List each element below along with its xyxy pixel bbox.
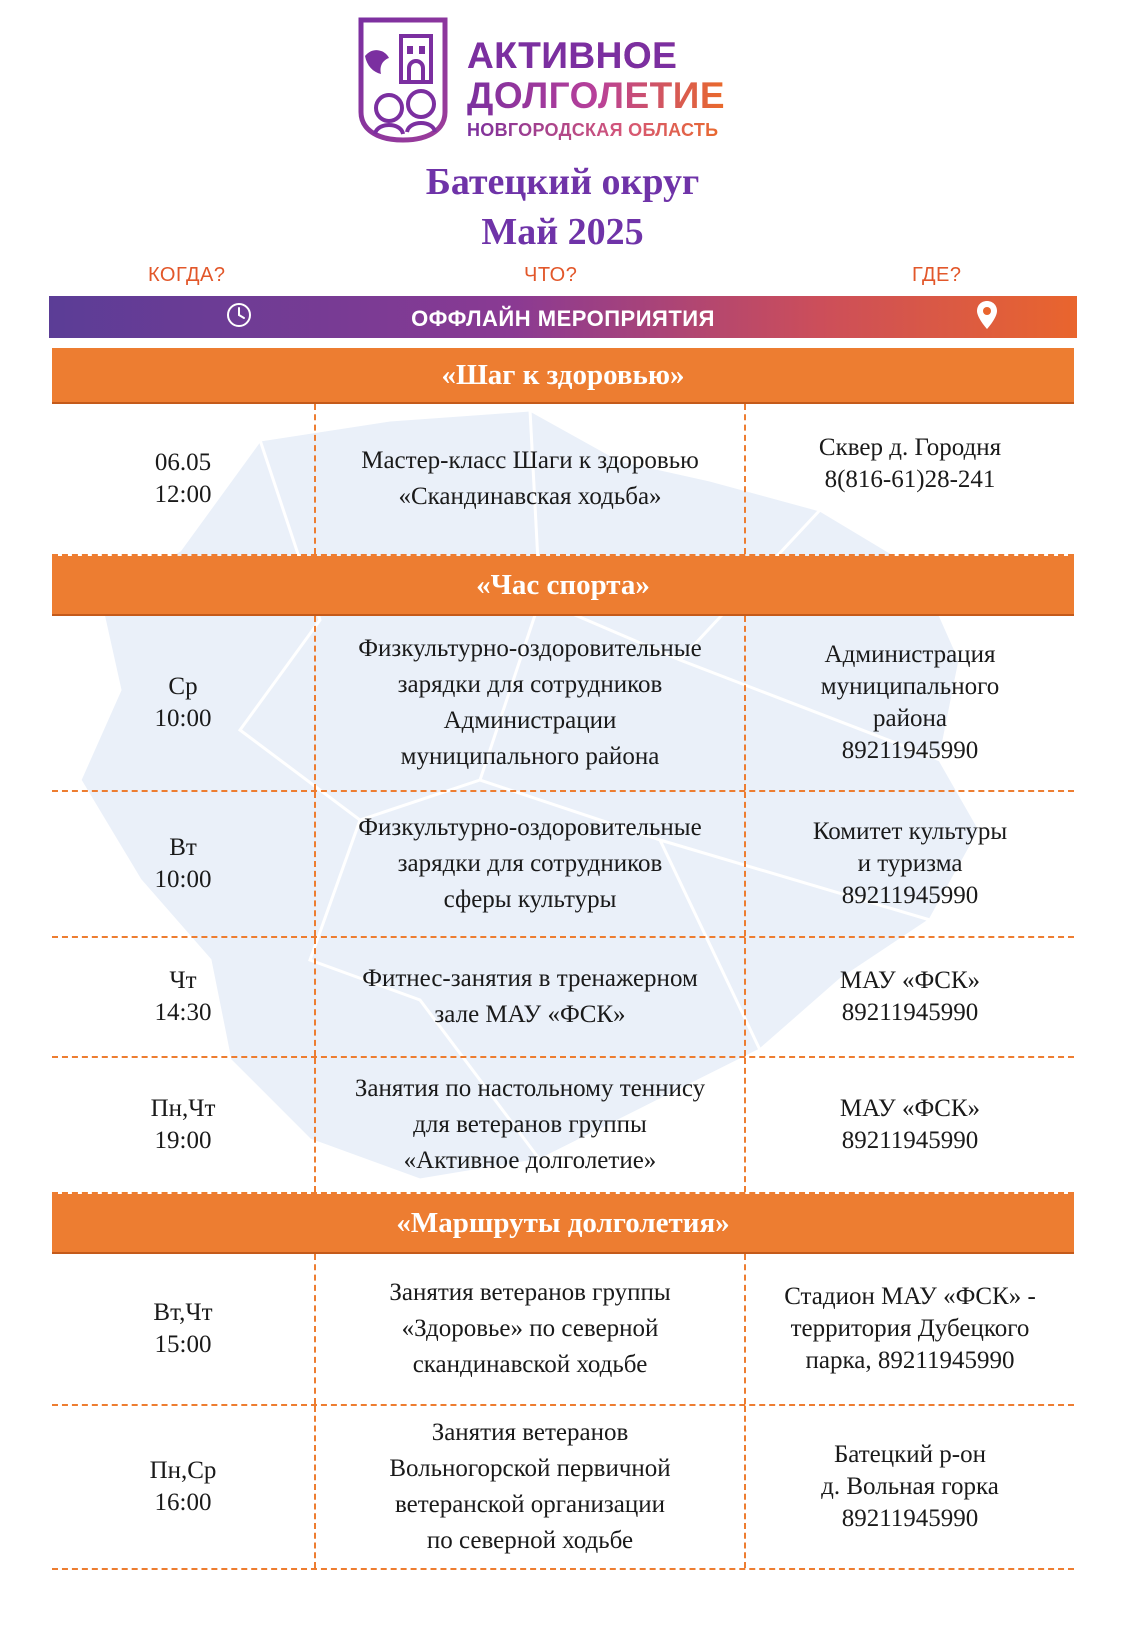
event-what: Фитнес-занятия в тренажерном зале МАУ «ФСК» bbox=[314, 938, 746, 1056]
logo bbox=[355, 16, 775, 148]
table-row bbox=[52, 1058, 1074, 1194]
event-when: 06.05 12:00 bbox=[154, 449, 212, 508]
column-label-what: ЧТО? bbox=[524, 264, 578, 286]
event-when: Вт,Чт 15:00 bbox=[153, 1299, 213, 1358]
event-where: МАУ «ФСК» 89211945990 bbox=[839, 967, 981, 1026]
event-where: Батецкий р-он д. Вольная горка 89211945990 bbox=[821, 1441, 999, 1532]
logo-line-active: АКТИВНОЕ bbox=[467, 36, 725, 76]
band-title: ОФФЛАЙН МЕРОПРИЯТИЯ bbox=[411, 306, 715, 331]
table-row bbox=[52, 1254, 1074, 1406]
table-row bbox=[52, 938, 1074, 1058]
event-what: Занятия ветеранов группы «Здоровье» по северной скандинавской ходьбе bbox=[314, 1254, 746, 1404]
table-row bbox=[52, 1406, 1074, 1570]
map-pin-icon bbox=[975, 300, 999, 330]
event-where: Администрация муниципального района 89211945990 bbox=[820, 641, 1000, 764]
active-longevity-emblem-icon bbox=[355, 16, 451, 144]
section-header: «Час спорта» bbox=[52, 556, 1074, 616]
events-table bbox=[52, 348, 1074, 1570]
offline-events-band bbox=[49, 296, 1077, 338]
column-label-where: ГДЕ? bbox=[912, 264, 962, 286]
table-row bbox=[52, 792, 1074, 938]
event-when: Пн,Ср 16:00 bbox=[149, 1457, 217, 1516]
section-header: «Маршруты долголетия» bbox=[52, 1194, 1074, 1254]
table-row bbox=[52, 404, 1074, 556]
event-where: Сквер д. Городня 8(816-61)28-241 bbox=[818, 434, 1002, 493]
event-what: Физкультурно-оздоровительные зарядки для сотрудников Администрации муниципального района bbox=[314, 616, 746, 790]
event-what: Занятия по настольному теннису для ветеранов группы «Активное долголетие» bbox=[314, 1058, 746, 1192]
logo-text bbox=[467, 36, 725, 141]
column-label-when: КОГДА? bbox=[148, 264, 226, 286]
event-when: Пн,Чт 19:00 bbox=[150, 1095, 216, 1154]
page-subtitle-month: Май 2025 bbox=[481, 211, 644, 253]
logo-line-longevity: ДОЛГОЛЕТИЕ bbox=[467, 75, 726, 116]
event-when: Ср 10:00 bbox=[154, 673, 212, 732]
table-row bbox=[52, 616, 1074, 792]
page-title: Батецкий округ bbox=[425, 161, 700, 203]
event-what: Мастер-класс Шаги к здоровью «Скандинавская ходьба» bbox=[314, 404, 746, 554]
event-where: МАУ «ФСК» 89211945990 bbox=[839, 1095, 981, 1154]
event-when: Вт 10:00 bbox=[154, 834, 212, 893]
logo-line-region: НОВГОРОДСКАЯ ОБЛАСТЬ bbox=[467, 120, 725, 141]
event-where: Комитет культуры и туризма 89211945990 bbox=[812, 818, 1008, 909]
event-what: Физкультурно-оздоровительные зарядки для сотрудников сферы культуры bbox=[314, 792, 746, 936]
event-where: Стадион МАУ «ФСК» - территория Дубецкого парка, 89211945990 bbox=[784, 1283, 1036, 1374]
section-header: «Шаг к здоровью» bbox=[52, 348, 1074, 404]
event-when: Чт 14:30 bbox=[154, 967, 212, 1026]
event-what: Занятия ветеранов Вольногорской первичной ветеранской организации по северной ходьбе bbox=[314, 1406, 746, 1568]
